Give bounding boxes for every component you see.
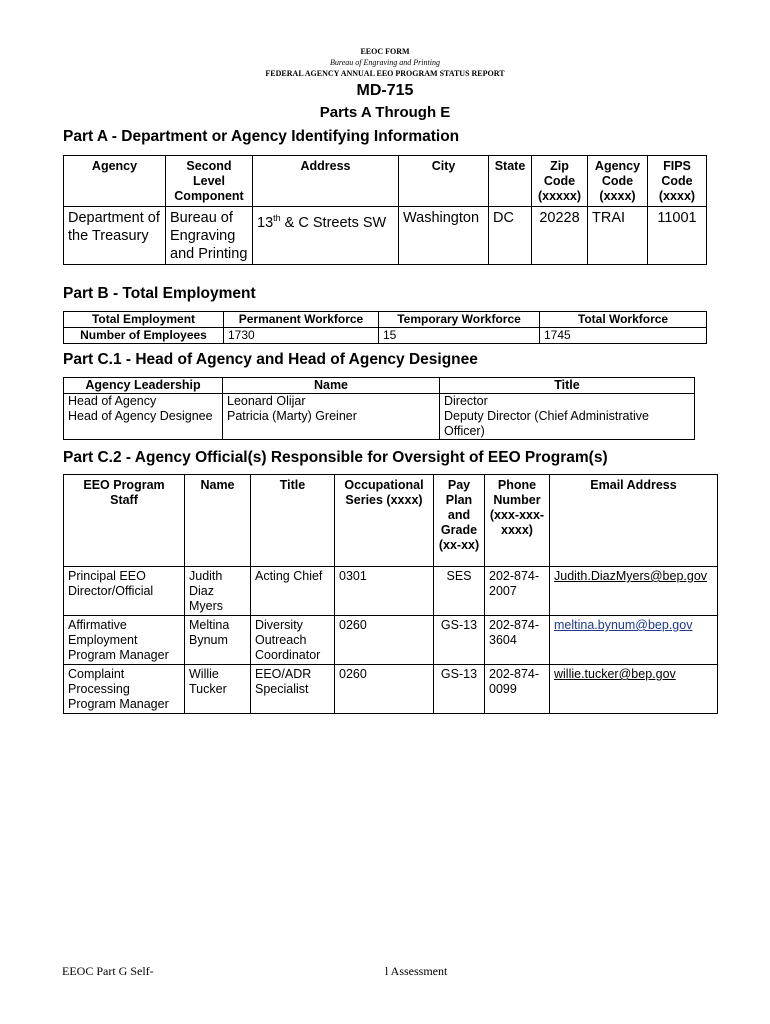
name-value: Meltina Bynum xyxy=(185,616,251,665)
pay-value: GS-13 xyxy=(434,616,485,665)
part-c1-title: Part C.1 - Head of Agency and Head of Agency Designee xyxy=(63,351,478,368)
name-value: Willie Tucker xyxy=(185,665,251,714)
col-header-permanent: Permanent Workforce xyxy=(224,312,379,328)
email-link[interactable]: meltina.bynum@bep.gov xyxy=(550,616,718,665)
form-label: EEOC FORM xyxy=(360,47,410,56)
part-c2-table xyxy=(63,474,718,714)
col-header-agency-code: Agency Code (xxxx) xyxy=(588,156,648,207)
leadership-value: Head of Agency Designee xyxy=(64,409,223,440)
address-number: 13 xyxy=(257,214,274,231)
total-value: 1745 xyxy=(540,328,707,344)
title-value: Deputy Director (Chief Administrative Officer) xyxy=(440,409,695,440)
col-header-city: City xyxy=(399,156,489,207)
part-a-table xyxy=(63,155,707,265)
table-row xyxy=(64,394,695,410)
table-row xyxy=(64,665,718,714)
title-value: Acting Chief xyxy=(251,567,335,616)
col-header-second-level: Second Level Component xyxy=(166,156,253,207)
title-value: EEO/ADR Specialist xyxy=(251,665,335,714)
col-header-total-employment: Total Employment xyxy=(64,312,224,328)
col-header-state: State xyxy=(489,156,532,207)
col-header-leadership: Agency Leadership xyxy=(64,378,223,394)
staff-value: Principal EEO Director/Official xyxy=(64,567,185,616)
col-header-name: Name xyxy=(223,378,440,394)
address-ordinal: th xyxy=(273,213,281,223)
address-street: & C Streets SW xyxy=(280,214,387,231)
phone-value: 202-874-0099 xyxy=(485,665,550,714)
leadership-value: Head of Agency xyxy=(64,394,223,410)
agency-code-value: TRAI xyxy=(588,207,648,265)
col-header-staff: EEO Program Staff xyxy=(64,475,185,567)
table-row xyxy=(64,567,718,616)
part-c1-table xyxy=(63,377,695,440)
series-value: 0260 xyxy=(335,665,434,714)
address-value xyxy=(253,207,399,265)
name-value: Patricia (Marty) Greiner xyxy=(223,409,440,440)
email-link[interactable]: Judith.DiazMyers@bep.gov xyxy=(550,567,718,616)
part-b-title: Part B - Total Employment xyxy=(63,285,256,302)
staff-value: Affirmative Employment Program Manager xyxy=(64,616,185,665)
footer-center: l Assessment xyxy=(385,964,448,978)
fips-value: 11001 xyxy=(648,207,707,265)
city-value: Washington xyxy=(399,207,489,265)
col-header-fips: FIPS Code (xxxx) xyxy=(648,156,707,207)
col-header-total: Total Workforce xyxy=(540,312,707,328)
col-header-series: Occupational Series (xxxx) xyxy=(335,475,434,567)
name-value: Judith Diaz Myers xyxy=(185,567,251,616)
phone-value: 202-874-2007 xyxy=(485,567,550,616)
col-header-pay: Pay Plan and Grade (xx-xx) xyxy=(434,475,485,567)
employees-label: Number of Employees xyxy=(64,328,224,344)
col-header-title: Title xyxy=(251,475,335,567)
temporary-value: 15 xyxy=(379,328,540,344)
footer-left: EEOC Part G Self- xyxy=(62,964,154,978)
col-header-email: Email Address xyxy=(550,475,718,567)
series-value: 0301 xyxy=(335,567,434,616)
table-row xyxy=(64,616,718,665)
part-c2-title: Part C.2 - Agency Official(s) Responsible for Oversight of EEO Program(s) xyxy=(63,449,608,466)
state-value: DC xyxy=(489,207,532,265)
agency-value: Department of the Treasury xyxy=(64,207,166,265)
form-subtitle: Parts A Through E xyxy=(319,104,451,121)
bureau-name: Bureau of Engraving and Printing xyxy=(330,58,440,67)
report-title: FEDERAL AGENCY ANNUAL EEO PROGRAM STATUS REPORT xyxy=(265,69,505,78)
title-value: Diversity Outreach Coordinator xyxy=(251,616,335,665)
pay-value: GS-13 xyxy=(434,665,485,714)
col-header-temporary: Temporary Workforce xyxy=(379,312,540,328)
form-number: MD-715 xyxy=(356,82,414,99)
col-header-phone: Phone Number (xxx-xxx-xxxx) xyxy=(485,475,550,567)
col-header-address: Address xyxy=(253,156,399,207)
phone-value: 202-874-3604 xyxy=(485,616,550,665)
zip-value: 20228 xyxy=(532,207,588,265)
part-b-table xyxy=(63,311,707,344)
part-a-title: Part A - Department or Agency Identifying Information xyxy=(63,128,460,145)
col-header-name: Name xyxy=(185,475,251,567)
table-row xyxy=(64,409,695,440)
second-level-value: Bureau of Engraving and Printing xyxy=(166,207,253,265)
series-value: 0260 xyxy=(335,616,434,665)
col-header-title: Title xyxy=(440,378,695,394)
permanent-value: 1730 xyxy=(224,328,379,344)
email-link[interactable]: willie.tucker@bep.gov xyxy=(550,665,718,714)
col-header-agency: Agency xyxy=(64,156,166,207)
col-header-zip: Zip Code (xxxxx) xyxy=(532,156,588,207)
pay-value: SES xyxy=(434,567,485,616)
name-value: Leonard Olijar xyxy=(223,394,440,410)
title-value: Director xyxy=(440,394,695,410)
staff-value: Complaint Processing Program Manager xyxy=(64,665,185,714)
